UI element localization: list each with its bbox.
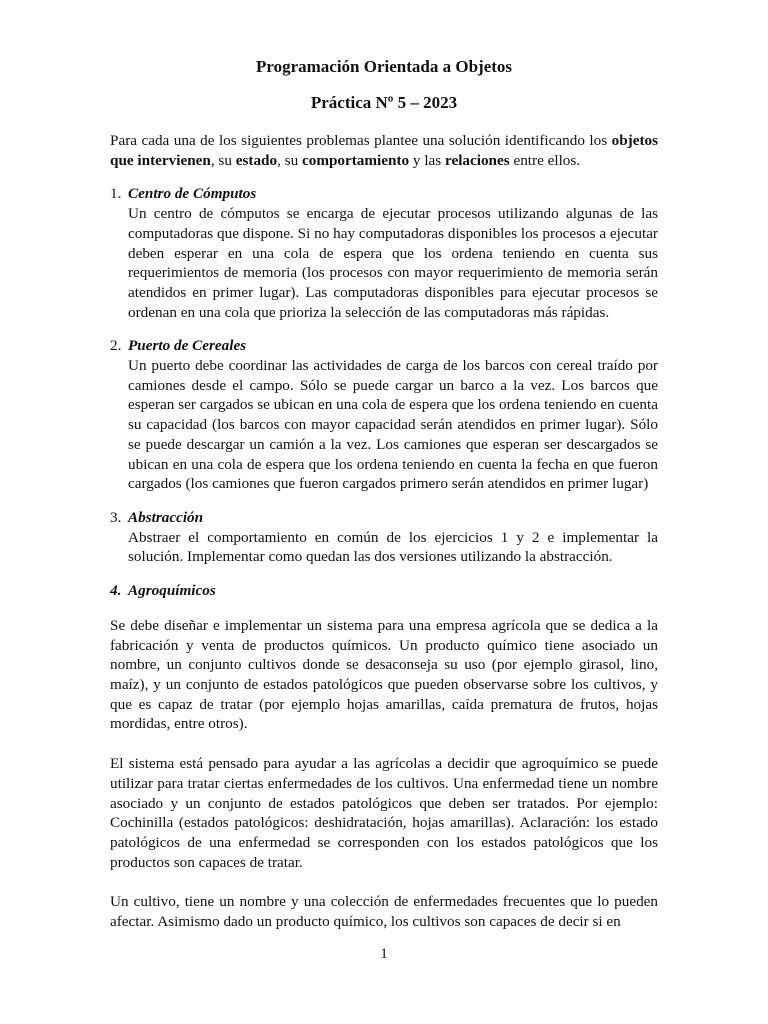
intro-sep-4: entre ellos. xyxy=(509,151,581,169)
exercise-1-heading xyxy=(110,184,658,204)
exercise-2 xyxy=(110,336,658,494)
exercise-2-number: 2. xyxy=(110,337,122,355)
exercise-3-heading xyxy=(110,508,658,528)
exercise-3-title: Abstracción xyxy=(128,508,204,526)
intro-state: estado xyxy=(235,151,278,169)
document-subtitle: Práctica Nº 5 – 2023 xyxy=(310,93,458,112)
exercise-4-heading xyxy=(110,581,658,601)
intro-objects: objetos que intervienen xyxy=(110,132,659,169)
exercise-1-body: Un centro de cómputos se encarga de ejecutar procesos utilizando algunas de las computadoras que dispone. Si no hay computadoras disponibles los procesos a ejecutar deben esperar en una cola de espera que los ordena teniendo en cuenta sus requerimientos de memoria (los procesos con mayor requerimiento de memoria serán atendidos en primer lugar). Las computadoras disponibles para ejecutar procesos se ordenan en una cola que prioriza la selección de las computadoras más rápidas. xyxy=(128,205,658,321)
intro-sep-3: y las xyxy=(409,151,445,169)
exercise-1-title: Centro de Cómputos xyxy=(128,185,257,203)
intro-sep-1: , su xyxy=(210,151,236,169)
intro-text: Para cada una de los siguientes problemas plantee una solución identificando los xyxy=(110,132,608,149)
exercise-4-paragraph-1: Se debe diseñar e implementar un sistema para una empresa agrícola que se dedica a la fabricación y venta de productos químicos. Un producto químico tiene asociado un nombre, un conjunto cultivos donde se desaconseja su uso (por ejemplo girasol, lino, maíz), y un conjunto de estados patológicos que pueden observarse sobre los cultivos, y que es capaz de tratar (por ejemplo hojas amarillas, caída prematura de frutos, hojas mordidas, entre otros). xyxy=(110,616,658,733)
exercise-3-body: Abstraer el comportamiento en común de los ejercicios 1 y 2 e implementar la solución. Implementar como quedan las dos versiones utilizando la abstracción. xyxy=(128,528,658,566)
exercise-1-number: 1. xyxy=(110,185,122,203)
page-number: 1 xyxy=(380,946,388,962)
document-title: Programación Orientada a Objetos xyxy=(255,57,513,76)
exercise-2-title: Puerto de Cereales xyxy=(128,337,247,355)
exercise-4-number: 4. xyxy=(110,582,122,600)
intro-behavior: comportamiento xyxy=(301,151,410,169)
exercise-3 xyxy=(110,508,658,567)
intro-sep-2: , su xyxy=(277,151,302,169)
exercise-1 xyxy=(110,184,658,322)
exercise-2-body: Un puerto debe coordinar las actividades de carga de los barcos con cereal traído por camiones desde el campo. Sólo se puede cargar un barco a la vez. Los barcos que esperan ser cargados se ubican en una cola de espera que los ordena teniendo en cuenta su capacidad (los barcos con mayor capacidad serán atendidos en primer lugar). Sólo se puede descargar un camión a la vez. Los camiones que esperan ser descargados se ubican en una cola de espera que los ordena teniendo en cuenta la fecha en que fueron cargados (los camiones que fueron cargados primero serán atendidos en primer lugar) xyxy=(128,357,658,493)
intro-paragraph xyxy=(110,131,658,170)
exercise-3-number: 3. xyxy=(110,508,122,526)
exercise-4-title: Agroquímicos xyxy=(128,582,216,600)
exercise-2-heading xyxy=(110,336,658,356)
document-page xyxy=(110,52,658,932)
exercise-4-paragraph-2: El sistema está pensado para ayudar a las agrícolas a decidir que agroquímico se puede utilizar para tratar ciertas enfermedades de los cultivos. Una enfermedad tiene un nombre asociado y un conjunto de estados patológicos que deben ser tratados. Por ejemplo: Cochinilla (estados patológicos: deshidratación, hojas amarillas). Aclaración: los estado patológicos de una enfermedad se corresponden con los estados patológicos que los productos son capaces de tratar. xyxy=(110,755,658,871)
exercise-4-paragraph-3: Un cultivo, tiene un nombre y una colección de enfermedades frecuentes que lo pueden afectar. Asimismo dado un producto químico, los cultivos son capaces de decir si en xyxy=(110,893,658,931)
intro-relations: relaciones xyxy=(444,151,510,169)
